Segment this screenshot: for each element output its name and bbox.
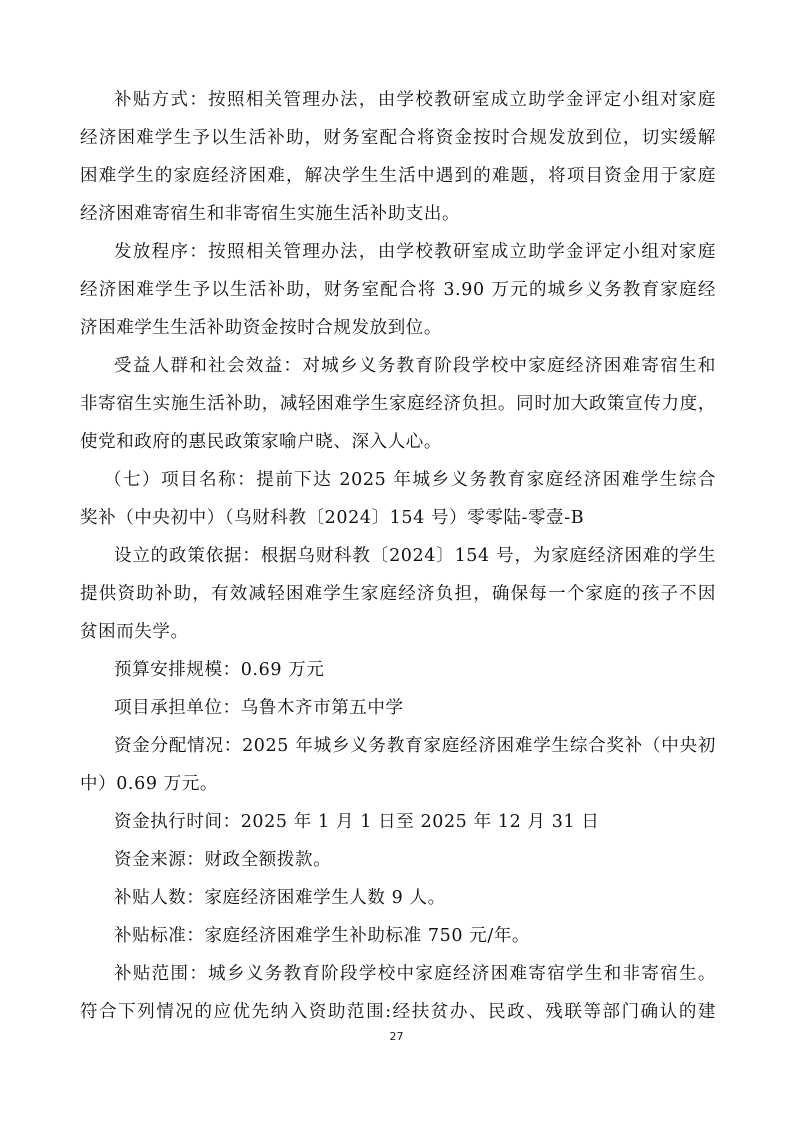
paragraph-line: 济困难学生生活补助资金按时合规发放到位。: [80, 318, 442, 338]
paragraph-line: 资金来源：财政全额拨款。: [114, 850, 332, 870]
paragraph-line: 补贴方式：按照相关管理办法，由学校教研室成立助学金评定小组对家庭: [114, 90, 716, 110]
paragraph-line: 补贴人数：家庭经济困难学生人数 9 人。: [114, 888, 446, 908]
paragraph-line: 符合下列情况的应优先纳入资助范围:经扶贫办、民政、残联等部门确认的建: [80, 1002, 716, 1022]
paragraph-line: 受益人群和社会效益：对城乡义务教育阶段学校中家庭经济困难寄宿生和: [114, 356, 716, 376]
paragraph-line: 发放程序：按照相关管理办法，由学校教研室成立助学金评定小组对家庭: [114, 242, 716, 262]
paragraph-line: 经济困难学生予以生活补助，财务室配合将 3.90 万元的城乡义务教育家庭经: [80, 280, 716, 300]
paragraph-line: 贫困而失学。: [80, 622, 189, 642]
page-number: 27: [389, 1030, 404, 1043]
paragraph-line: 补贴范围：城乡义务教育阶段学校中家庭经济困难寄宿学生和非寄宿生。: [114, 964, 716, 984]
paragraph-line: 补贴标准：家庭经济困难学生补助标准 750 元/年。: [114, 926, 531, 946]
paragraph-line: 预算安排规模：0.69 万元: [114, 660, 325, 680]
paragraph-line: 经济困难寄宿生和非寄宿生实施生活补助支出。: [80, 204, 461, 224]
section-heading: （七）项目名称：提前下达 2025 年城乡义务教育家庭经济困难学生综合: [104, 470, 716, 490]
paragraph-line: 项目承担单位：乌鲁木齐市第五中学: [114, 698, 404, 718]
paragraph-line: 提供资助补助，有效减轻困难学生家庭经济负担，确保每一个家庭的孩子不因: [80, 584, 716, 604]
paragraph-line: 中）0.69 万元。: [80, 774, 219, 794]
section-heading: 奖补（中央初中）（乌财科教〔2024〕154 号）零零陆-零壹-B: [80, 508, 585, 528]
paragraph-line: 困难学生的家庭经济困难，解决学生生活中遇到的难题，将项目资金用于家庭: [80, 166, 716, 186]
paragraph-line: 使党和政府的惠民政策家喻户晓、深入人心。: [80, 432, 442, 452]
paragraph-line: 设立的政策依据：根据乌财科教〔2024〕154 号，为家庭经济困难的学生: [114, 546, 716, 566]
paragraph-line: 经济困难学生予以生活补助，财务室配合将资金按时合规发放到位，切实缓解: [80, 128, 716, 148]
paragraph-line: 资金执行时间：2025 年 1 月 1 日至 2025 年 12 月 31 日: [114, 812, 600, 832]
paragraph-line: 资金分配情况：2025 年城乡义务教育家庭经济困难学生综合奖补（中央初: [114, 736, 716, 756]
paragraph-line: 非寄宿生实施生活补助，减轻困难学生家庭经济负担。同时加大政策宣传力度，: [80, 394, 716, 414]
